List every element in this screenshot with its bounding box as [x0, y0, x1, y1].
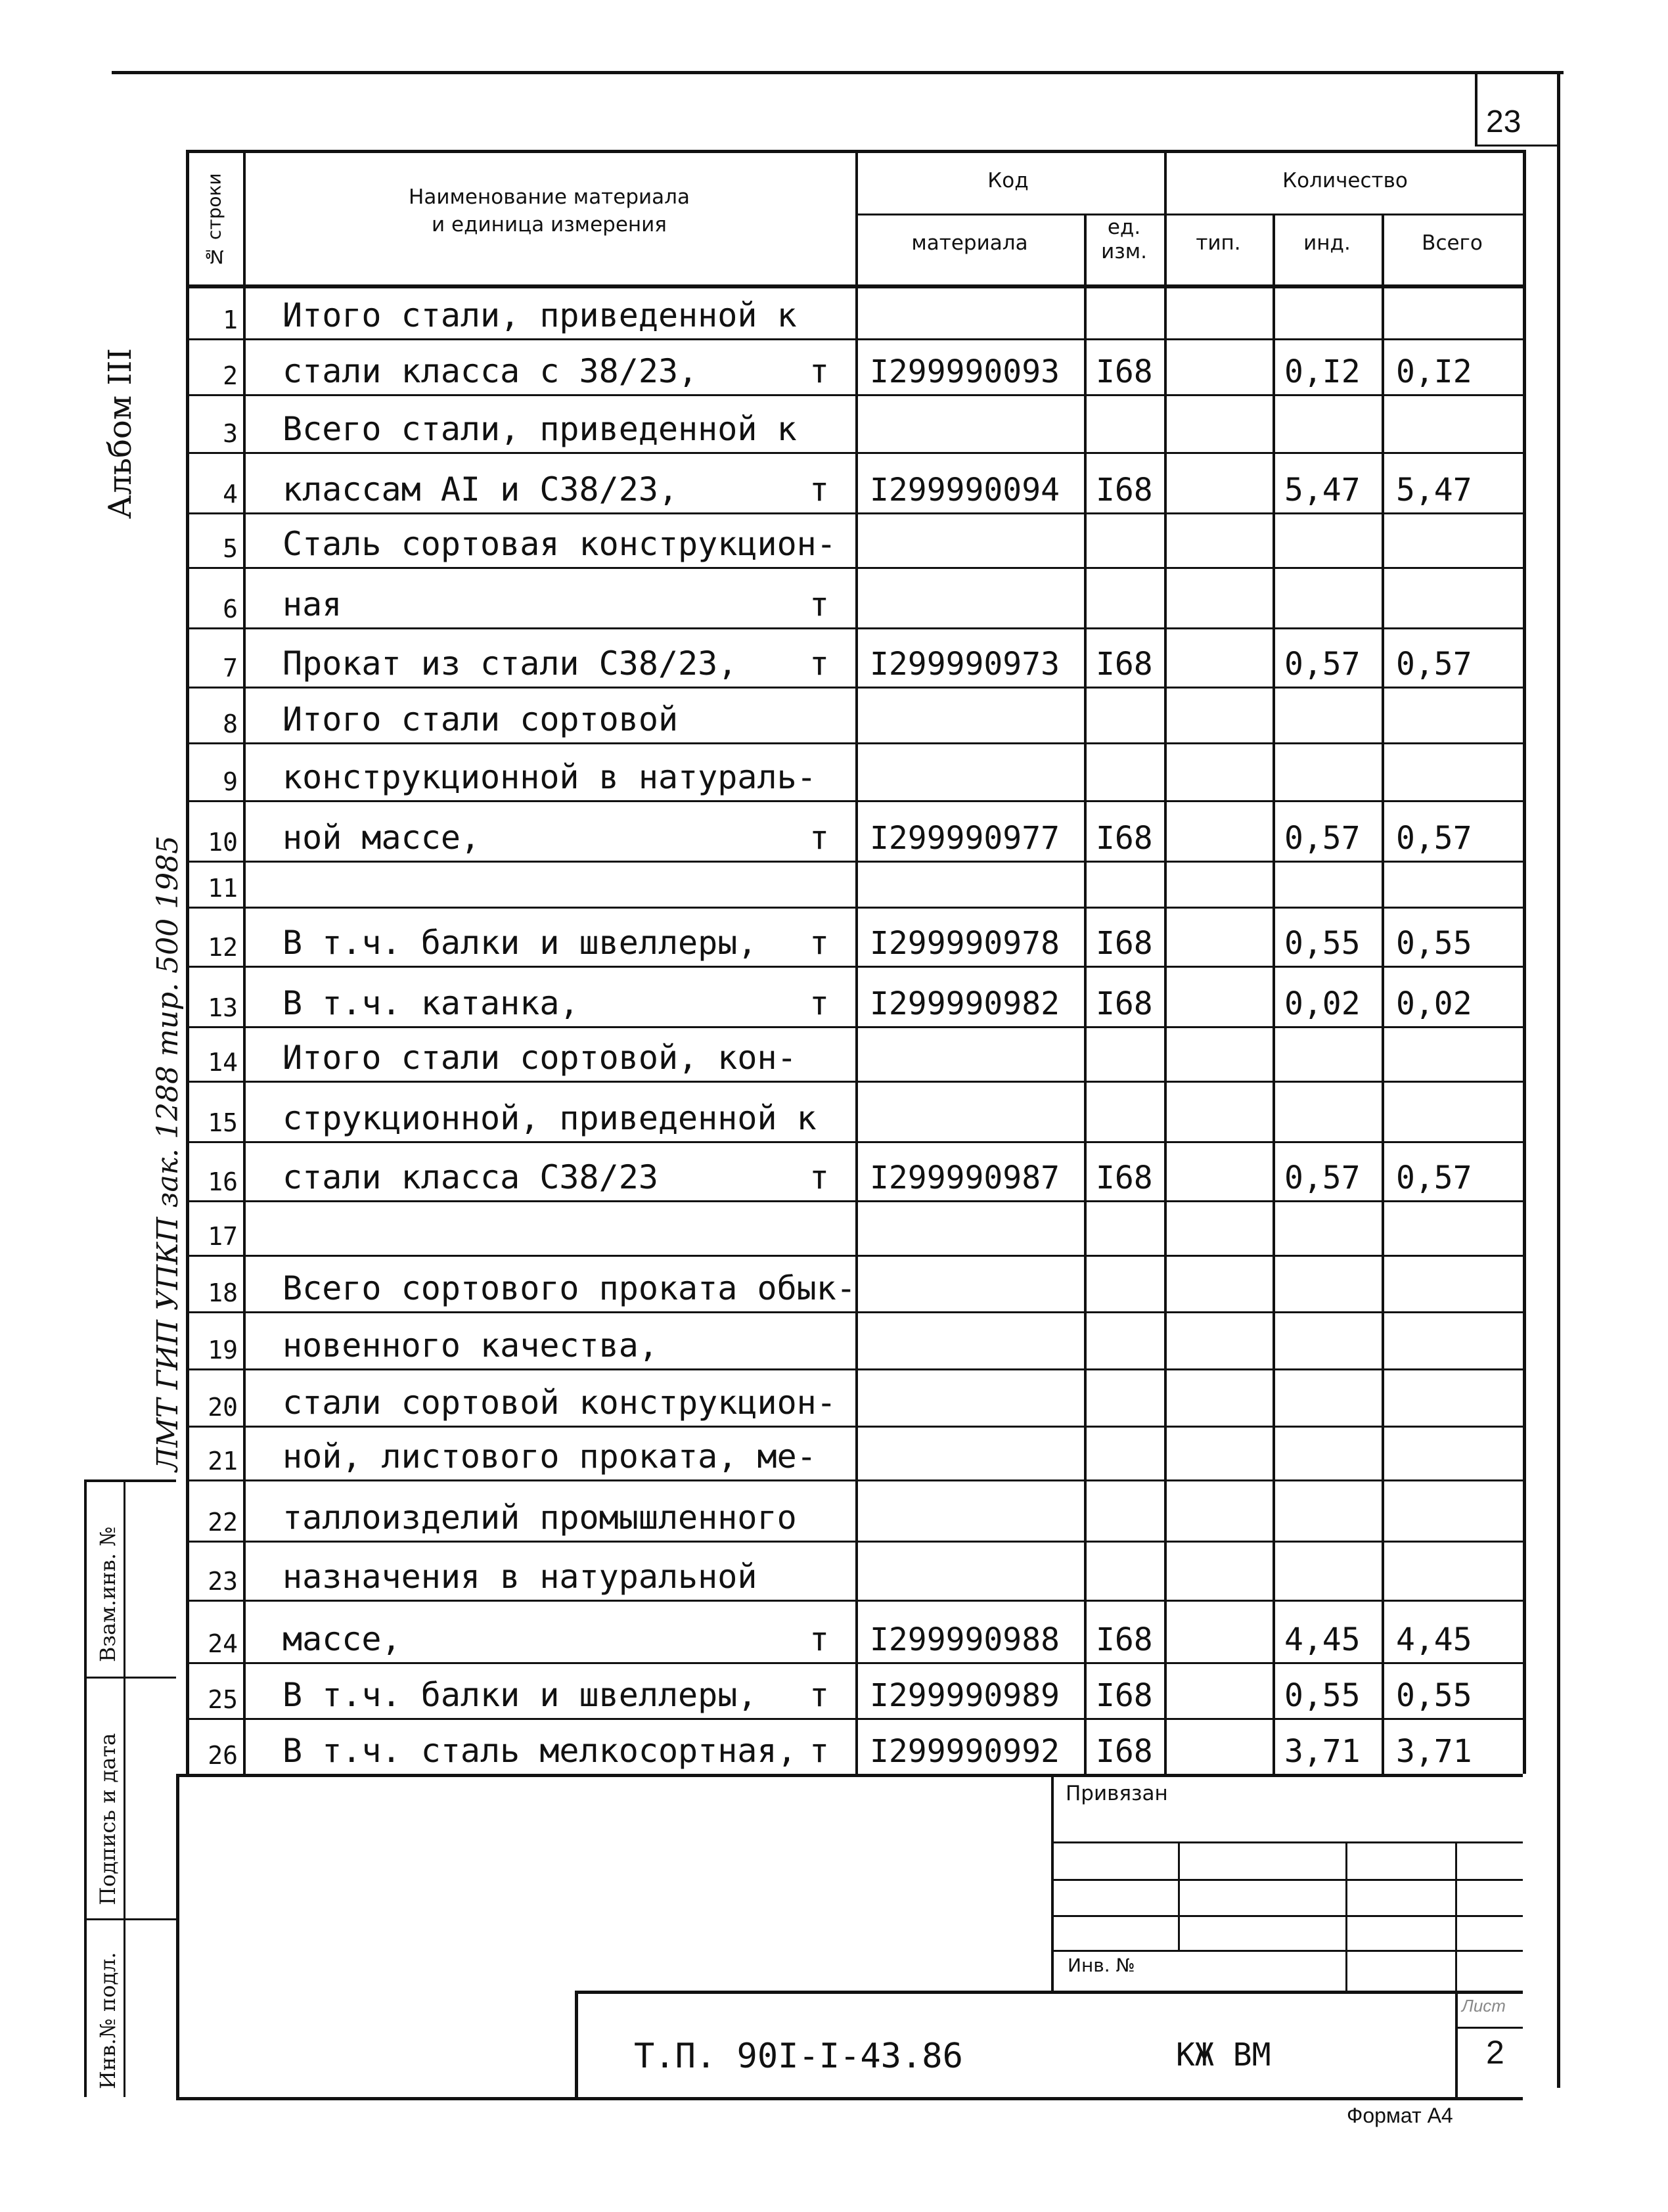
attached-row2 — [1051, 1879, 1523, 1881]
table-top-border — [186, 150, 1523, 153]
row-number: 5 — [223, 534, 238, 563]
col-code-line — [1084, 214, 1087, 1774]
side-label-replace-inv: Взам.инв. № — [95, 1526, 120, 1662]
row-unit-mark: т — [809, 819, 830, 857]
unit-code: I68 — [1096, 985, 1153, 1022]
row-line — [186, 861, 1523, 863]
row-number: 3 — [223, 419, 238, 448]
row-number: 20 — [208, 1393, 238, 1422]
sheet-number: 2 — [1486, 2034, 1504, 2071]
title-block-left — [176, 1774, 179, 2099]
row-number: 21 — [208, 1447, 238, 1476]
side-stamp-left — [84, 1479, 87, 2097]
row-number: 22 — [208, 1508, 238, 1537]
header-mid-line — [855, 214, 1523, 215]
qty-total: 0,57 — [1396, 646, 1472, 683]
row-number: 19 — [208, 1336, 238, 1365]
table-right-border — [1523, 150, 1526, 1774]
col-unit-line — [1164, 150, 1167, 1774]
col-rownum-line — [243, 150, 246, 1774]
row-number: 14 — [208, 1048, 238, 1077]
right-frame-line — [1557, 71, 1560, 2088]
row-number: 2 — [223, 361, 238, 390]
sheet-label: Лист — [1462, 1996, 1506, 2016]
qty-total: 0,57 — [1396, 1160, 1472, 1196]
document-code: КЖ ВМ — [1176, 2037, 1271, 2073]
row-number: 23 — [208, 1567, 238, 1596]
row-name: массе, — [282, 1620, 401, 1658]
designation: Т.П. 90I-I-43.86 — [634, 2037, 963, 2076]
row-name: Всего стали, приведенной к — [282, 410, 797, 448]
row-name: стали класса с 38/23, — [282, 352, 698, 390]
row-number: 18 — [208, 1278, 238, 1307]
header-qty-typ: тип. — [1196, 231, 1241, 255]
row-name: Итого стали сортовой — [282, 700, 679, 738]
col-name-line — [855, 150, 858, 1774]
unit-code: I68 — [1096, 472, 1153, 508]
attached-box-left — [1051, 1774, 1054, 1994]
row-number: 13 — [208, 993, 238, 1022]
qty-ind: 0,57 — [1284, 820, 1361, 857]
top-border — [112, 71, 1564, 74]
row-name: назначения в натуральной — [282, 1558, 757, 1596]
header-code: Код — [987, 169, 1029, 192]
attached-row4 — [1051, 1950, 1523, 1952]
qty-ind: 0,I2 — [1284, 353, 1361, 390]
row-name: ной, листового проката, ме- — [282, 1437, 817, 1476]
side-stamp-divider — [124, 1479, 125, 2097]
row-unit-mark: т — [809, 1620, 830, 1658]
row-name: Всего сортового проката обык- — [282, 1269, 856, 1307]
unit-code: I68 — [1096, 925, 1153, 962]
row-unit-mark: т — [809, 585, 830, 623]
header-quantity: Количество — [1282, 169, 1408, 192]
header-qty-total: Всего — [1422, 231, 1483, 255]
row-unit-mark: т — [809, 470, 830, 508]
row-line — [186, 567, 1523, 569]
designation-top — [575, 1991, 1523, 1994]
unit-code: I68 — [1096, 353, 1153, 390]
row-number: 24 — [208, 1629, 238, 1658]
attached-col1 — [1178, 1841, 1180, 1950]
row-number: 16 — [208, 1167, 238, 1196]
row-unit-mark: т — [809, 1158, 830, 1196]
row-unit-mark: т — [809, 984, 830, 1022]
header-name: Наименование материала и единица измерения — [409, 185, 690, 237]
row-name: ная — [282, 585, 342, 623]
side-label-sign-date: Подпись и дата — [95, 1732, 120, 1905]
row-number: 25 — [208, 1685, 238, 1714]
row-number: 1 — [223, 305, 238, 334]
unit-code: I68 — [1096, 820, 1153, 857]
title-block-top — [176, 1774, 1523, 1777]
qty-ind: 0,02 — [1284, 985, 1361, 1022]
row-number: 6 — [223, 595, 238, 623]
qty-total: 5,47 — [1396, 472, 1472, 508]
side-stamp-sep1 — [84, 1677, 176, 1679]
album-label: Альбом III — [102, 348, 139, 519]
qty-ind: 5,47 — [1284, 472, 1361, 508]
row-name: стали сортовой конструкцион- — [282, 1384, 836, 1422]
row-name: новенного качества, — [282, 1326, 658, 1365]
row-name: Прокат из стали С38/23, — [282, 644, 738, 683]
row-name: ной массе, — [282, 819, 481, 857]
row-number: 9 — [223, 767, 238, 796]
attached-label: Привязан — [1066, 1782, 1168, 1805]
qty-ind: 3,71 — [1284, 1733, 1361, 1770]
print-info: ЛМТ ГИП УПКП зак. 1288 тир. 500 1985 — [151, 835, 185, 1472]
row-name: В т.ч. балки и швеллеры, — [282, 1676, 757, 1714]
row-name: В т.ч. катанка, — [282, 984, 579, 1022]
row-unit-mark: т — [809, 924, 830, 962]
row-name: конструкционной в натураль- — [282, 758, 817, 796]
material-code: I299990973 — [870, 646, 1060, 683]
row-name: В т.ч. сталь мелкосортная, — [282, 1732, 797, 1770]
qty-total: 0,02 — [1396, 985, 1472, 1022]
material-code: I299990988 — [870, 1621, 1060, 1658]
material-code: I299990982 — [870, 985, 1060, 1022]
format-label: Формат А4 — [1347, 2104, 1453, 2127]
side-stamp-top — [84, 1479, 176, 1482]
unit-code: I68 — [1096, 1677, 1153, 1714]
row-name: В т.ч. балки и швеллеры, — [282, 924, 757, 962]
col-ind-line — [1382, 214, 1384, 1774]
material-code: I299990987 — [870, 1160, 1060, 1196]
attached-row1 — [1051, 1841, 1523, 1843]
row-name: Итого стали, приведенной к — [282, 296, 797, 334]
unit-code: I68 — [1096, 1621, 1153, 1658]
row-number: 10 — [208, 828, 238, 857]
designation-left — [575, 1991, 578, 2099]
qty-total: 0,I2 — [1396, 353, 1472, 390]
unit-code: I68 — [1096, 1733, 1153, 1770]
side-stamp-sep2 — [84, 1918, 176, 1920]
row-unit-mark: т — [809, 1732, 830, 1770]
qty-total: 3,71 — [1396, 1733, 1472, 1770]
row-name: Сталь сортовая конструкцион- — [282, 525, 836, 563]
row-name: Итого стали сортовой, кон- — [282, 1039, 797, 1077]
header-material-code: материала — [911, 231, 1028, 255]
attached-col3 — [1455, 1841, 1457, 1994]
material-code: I299990978 — [870, 925, 1060, 962]
attached-col2 — [1345, 1841, 1347, 1994]
sheet-box-left — [1455, 1991, 1458, 2099]
material-code: I299990977 — [870, 820, 1060, 857]
row-name: классам АI и С38/23, — [282, 470, 679, 508]
row-number: 26 — [208, 1741, 238, 1770]
qty-ind: 0,55 — [1284, 1677, 1361, 1714]
row-number: 4 — [223, 480, 238, 508]
header-qty-ind: инд. — [1303, 231, 1351, 255]
qty-total: 0,57 — [1396, 820, 1472, 857]
qty-ind: 0,55 — [1284, 925, 1361, 962]
row-number: 15 — [208, 1108, 238, 1137]
row-number: 17 — [208, 1222, 238, 1251]
row-unit-mark: т — [809, 1676, 830, 1714]
header-unit-code: ед. изм. — [1101, 215, 1147, 264]
material-code: I299990989 — [870, 1677, 1060, 1714]
row-number: 12 — [208, 933, 238, 962]
unit-code: I68 — [1096, 1160, 1153, 1196]
title-block-bottom — [176, 2097, 1523, 2100]
material-code: I299990094 — [870, 472, 1060, 508]
page-number-box-left — [1475, 71, 1477, 145]
qty-total: 0,55 — [1396, 1677, 1472, 1714]
qty-total: 0,55 — [1396, 925, 1472, 962]
qty-ind: 0,57 — [1284, 646, 1361, 683]
material-code: I299990992 — [870, 1733, 1060, 1770]
qty-total: 4,45 — [1396, 1621, 1472, 1658]
page-number: 23 — [1486, 104, 1521, 139]
row-name: стали класса С38/23 — [282, 1158, 658, 1196]
sheet-box-sep — [1455, 2027, 1523, 2029]
attached-row3 — [1051, 1915, 1523, 1917]
row-name: струкционной, приведенной к — [282, 1099, 817, 1137]
qty-ind: 0,57 — [1284, 1160, 1361, 1196]
row-unit-mark: т — [809, 644, 830, 683]
inv-no-label: Инв. № — [1068, 1954, 1135, 1976]
page-number-box-bottom — [1475, 145, 1560, 147]
row-number: 7 — [223, 654, 238, 683]
row-number: 8 — [223, 710, 238, 738]
unit-code: I68 — [1096, 646, 1153, 683]
material-code: I299990093 — [870, 353, 1060, 390]
side-label-inv-orig: Инв.№ подл. — [95, 1952, 120, 2089]
row-number: 11 — [208, 874, 238, 903]
row-unit-mark: т — [809, 352, 830, 390]
qty-ind: 4,45 — [1284, 1621, 1361, 1658]
col-typ-line — [1273, 214, 1275, 1774]
header-row-number: № строки — [203, 173, 225, 267]
row-name: таллоизделий промышленного — [282, 1499, 797, 1537]
row-line — [186, 1200, 1523, 1202]
